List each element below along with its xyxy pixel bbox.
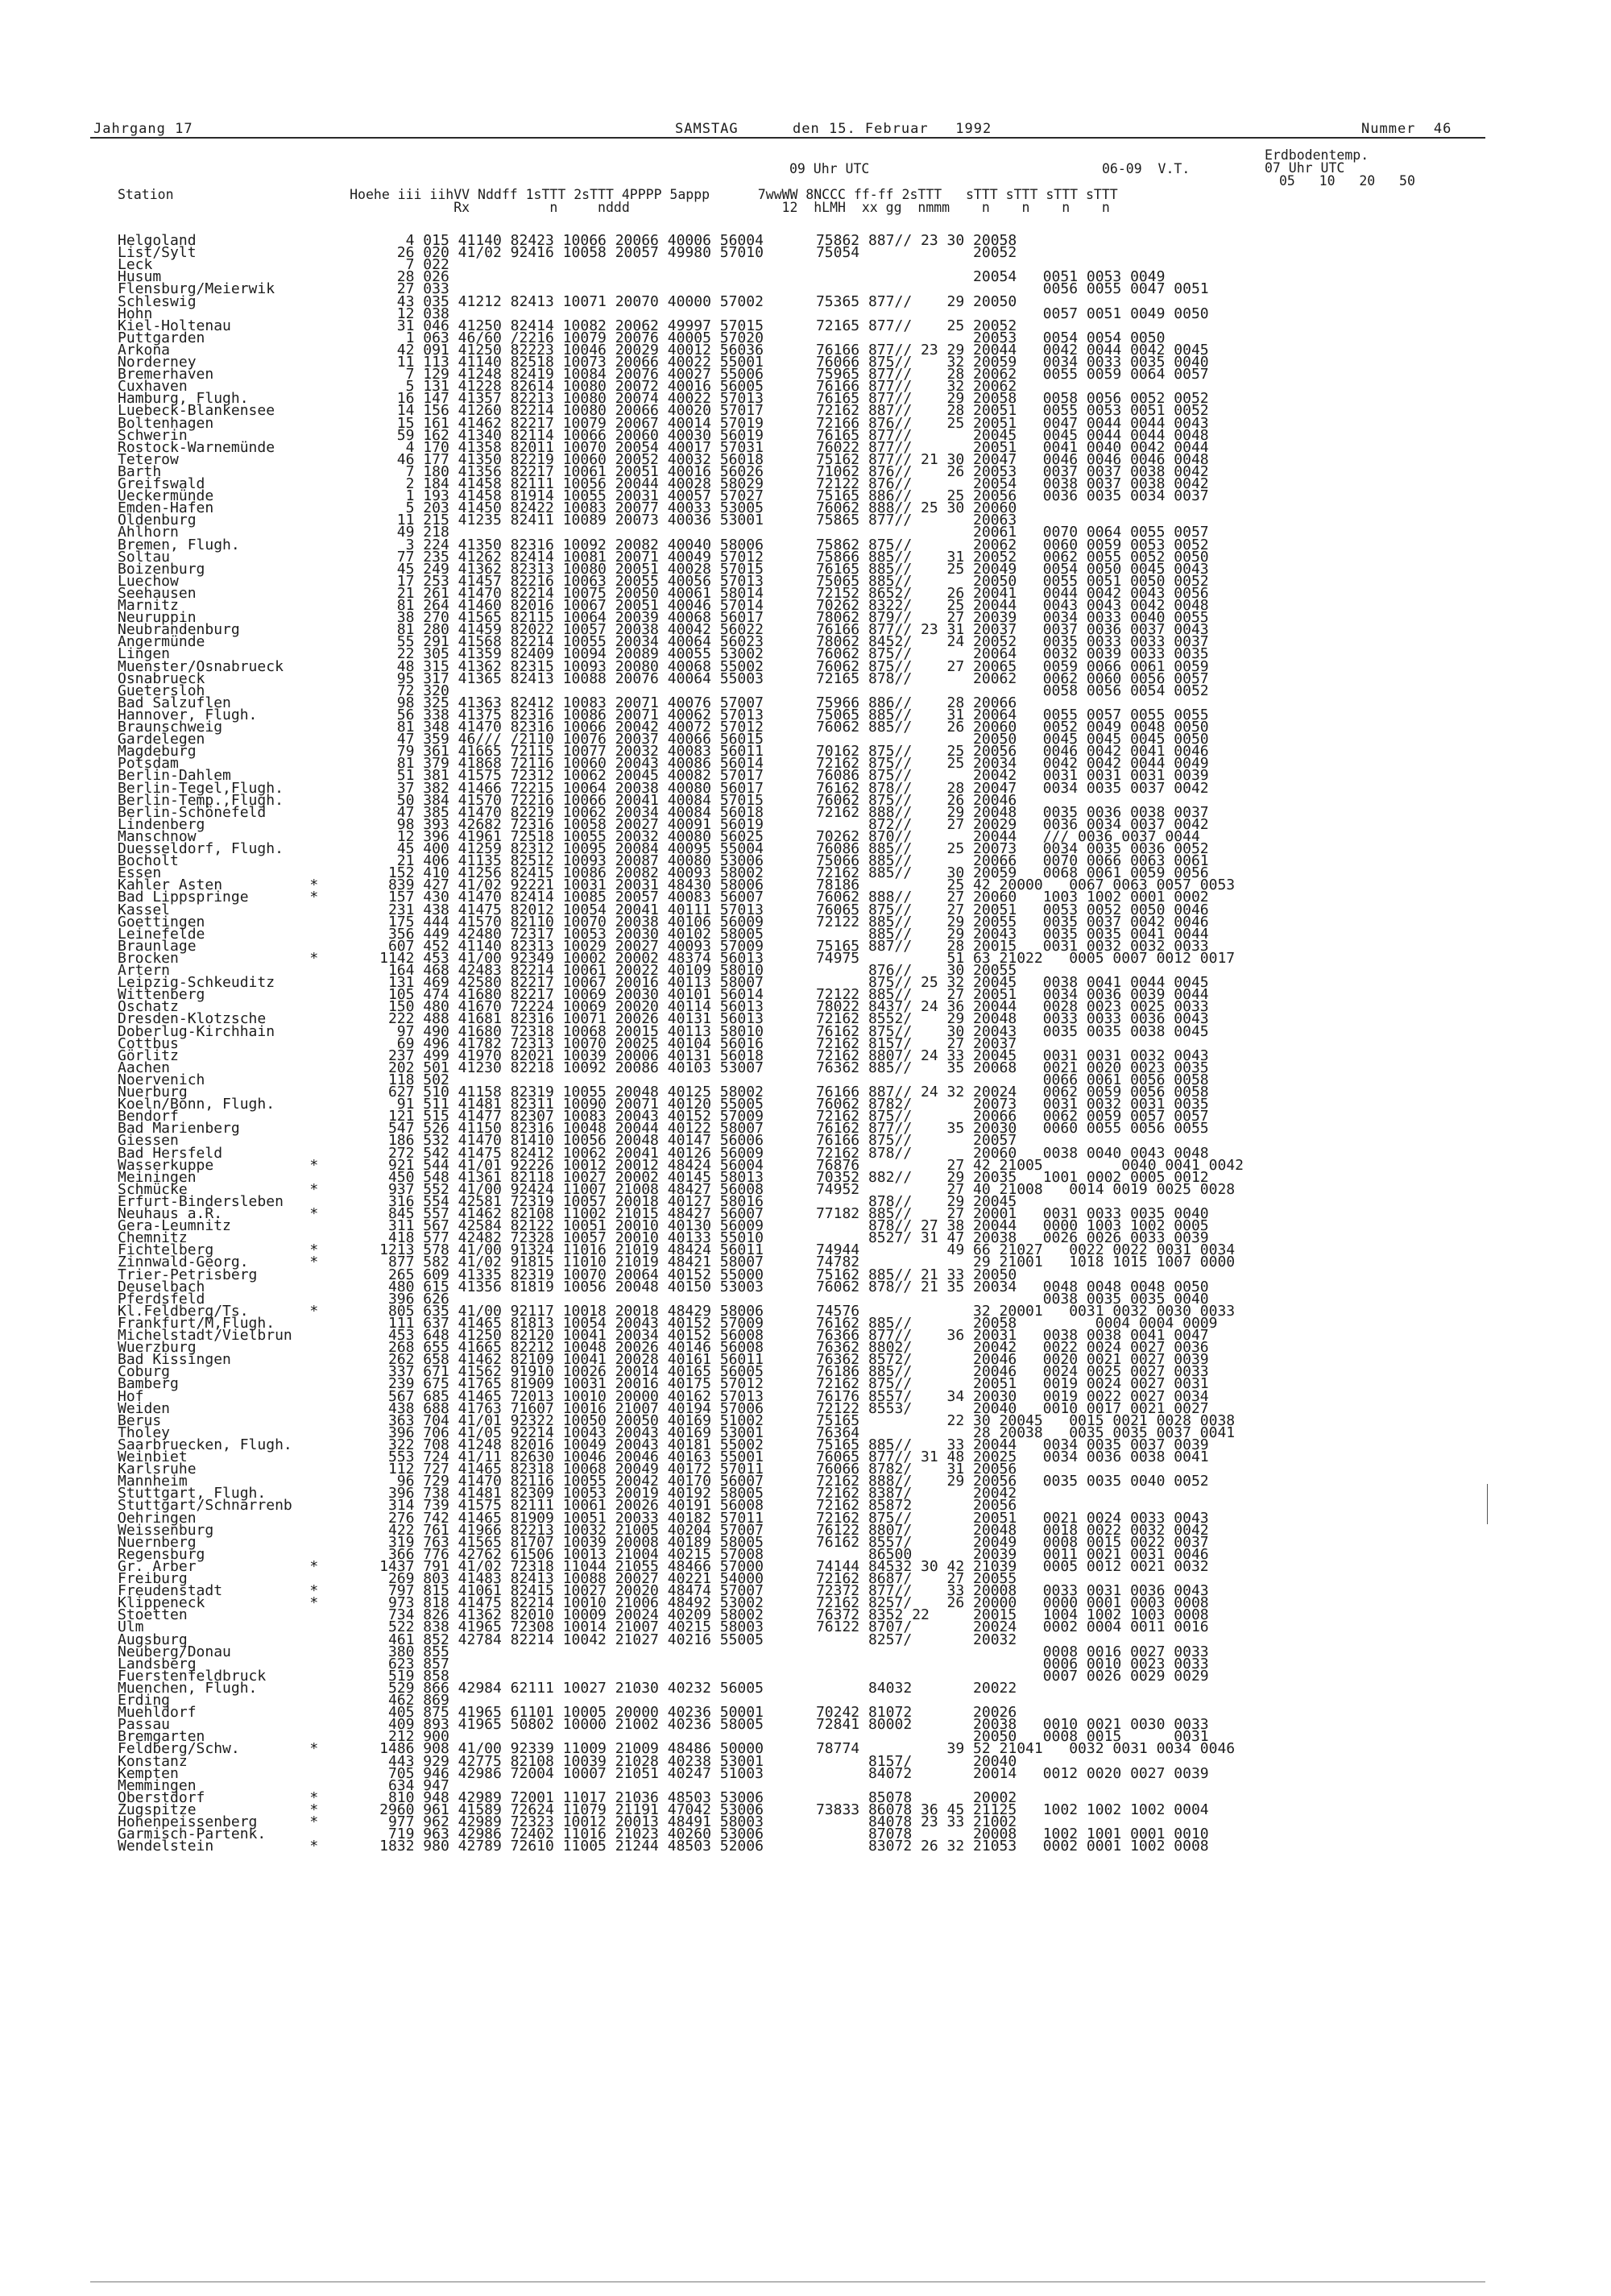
table-row: Neuruppin 38 270 41565 82115 10064 20039 40068 56017 78062 879// 27 20039 0034 0033 0040 0055 <box>118 609 1209 627</box>
table-row: Hohn 12 038 0057 0051 0049 0050 <box>118 305 1209 322</box>
table-row: Coburg 337 671 41562 91910 10026 20014 40165 56005 76186 885// 20046 0024 0025 0027 0033 <box>118 1363 1209 1381</box>
table-row: Oschatz 150 480 41670 72224 10069 20020 40114 56013 78022 8437/ 24 36 20044 0028 0023 0025 0033 <box>118 998 1209 1016</box>
table-row: Bremgarten 212 900 20050 0008 0015 0031 <box>118 1728 1209 1746</box>
table-row: Freudenstadt * 797 815 41061 82415 10027 20020 48474 57007 72372 877// 33 20008 0033 0031 0036 0043 <box>118 1582 1209 1600</box>
table-row: Nuerburg 627 510 41158 82319 10055 20048 40125 58002 76166 887// 24 32 20024 0062 0059 0056 0058 <box>118 1084 1209 1100</box>
table-row: Klippeneck * 973 818 41475 82214 10010 21006 48492 53002 72162 8257/ 26 20000 0000 0001 0003 0008 <box>118 1594 1209 1612</box>
table-row: Bad Lippspringe * 157 430 41470 82414 10085 20057 40083 56007 76062 888// 27 20060 1003 1002 0001 0002 <box>118 889 1209 906</box>
table-row: List/Sylt 26 020 41/02 92416 10058 20057 49980 57010 75054 20052 <box>118 244 1017 262</box>
table-row: Oehringen 276 742 41465 81909 10051 20033 40182 57011 72162 875// 20051 0021 0024 0033 0043 <box>118 1509 1209 1527</box>
table-row: Flensburg/Meierwik 27 033 0056 0055 0047 0051 <box>118 280 1209 298</box>
table-row: Potsdam 81 379 41868 72116 10060 20043 40086 56014 72162 875// 25 20034 0042 0042 0044 0049 <box>118 755 1209 773</box>
table-row: Koeln/Bonn, Flugh. 91 511 41481 82311 10090 20071 40120 55005 76062 8782/ 20073 0031 0032 0031 0035 <box>118 1096 1209 1113</box>
table-row: Essen 152 410 41256 82415 10086 20082 40093 58002 72162 885// 30 20059 0068 0061 0059 0056 <box>118 864 1209 882</box>
table-row: Guetersloh 72 320 0058 0056 0054 0052 <box>118 682 1209 699</box>
header-date: SAMSTAG den 15. Februar 1992 <box>675 121 992 137</box>
table-row: Oberstdorf * 810 948 42989 72001 11017 21036 48503 53006 85078 20002 <box>118 1788 1017 1806</box>
table-row: Bad Kissingen 262 658 41462 82109 10041 20028 40161 56011 76362 8572/ 20046 0020 0021 0027 0039 <box>118 1351 1209 1369</box>
table-row: Bendorf 121 515 41477 82307 10083 20043 40152 57009 72162 875// 20066 0062 0059 0057 0057 <box>118 1108 1209 1125</box>
table-row: Wasserkuppe * 921 544 41/01 92226 10012 20012 48424 56004 76876 27 42 21005 0040 0041 0042 <box>118 1156 1244 1174</box>
group-header-09utc: 09 Uhr UTC <box>789 161 870 176</box>
table-row: Bad Hersfeld 272 542 41475 82412 10062 20041 40126 56009 72162 878// 20060 0038 0040 0043 0048 <box>118 1144 1209 1162</box>
table-row: Seehausen 21 261 41470 82214 10075 20050 40061 58014 72152 8652/ 26 20041 0044 0042 0043 0056 <box>118 584 1209 602</box>
table-row: Lindenberg 98 393 42682 72316 10058 20027 40091 56019 872// 27 20029 0036 0034 0037 0042 <box>118 815 1209 833</box>
table-row: Schmücke * 937 552 41/00 92424 11007 21008 48427 56008 74952 27 40 21008 0014 0019 0025 0028 <box>118 1180 1236 1198</box>
table-row: Ueckermünde 1 193 41458 81914 10055 20031 40057 57027 75165 886// 25 20056 0036 0035 0034 0037 <box>118 487 1209 505</box>
table-row: Bremerhaven 7 129 41248 82419 10084 20076 40027 55006 75965 877// 28 20062 0055 0059 0064 0057 <box>118 366 1209 383</box>
table-row: Artern 164 468 42483 82214 10061 20022 40109 58010 876// 30 20055 <box>118 962 1017 979</box>
table-row: Puttgarden 1 063 46/60 /2216 10079 20076 40005 57020 20053 0054 0054 0050 <box>118 329 1166 346</box>
table-row: Karlsruhe 112 727 41465 82318 10068 20049 40172 57011 76066 8782/ 31 20056 <box>118 1461 1017 1478</box>
table-row: Cuxhaven 5 131 41228 82614 10080 20072 40016 56005 76166 877// 32 20062 <box>118 378 1017 396</box>
table-row: Marnitz 81 264 41460 82016 10067 20051 40046 57014 70262 8322/ 25 20044 0043 0043 0042 0048 <box>118 597 1209 614</box>
table-row: Stuttgart/Schnarrenb 314 739 41575 82111 10061 20026 40191 56008 72162 85872 20056 <box>118 1497 1017 1515</box>
table-row: Brocken * 1142 453 41/00 92349 10002 20002 48374 56013 74975 51 63 21022 0005 0007 0012 0017 <box>118 949 1236 967</box>
table-row: Neuberg/Donau 380 855 0008 0016 0027 0033 <box>118 1643 1209 1660</box>
table-row: Görlitz 237 499 41970 82021 10039 20006 40131 56018 72162 8807/ 24 33 20045 0031 0031 0032 0043 <box>118 1046 1209 1064</box>
table-row: Ahlhorn 49 218 20061 0070 0064 0055 0057 <box>118 524 1209 541</box>
table-row: Noervenich 118 502 0066 0061 0056 0058 <box>118 1071 1209 1088</box>
table-row: Braunlage 607 452 41140 82313 10029 20027 40093 57009 75165 887// 28 20015 0031 0032 0032 0033 <box>118 937 1209 955</box>
table-row: Rostock-Warnemünde 4 170 41358 82011 10070 20054 40017 57031 76022 877// 20051 0041 0040 0042 0044 <box>118 438 1209 456</box>
column-header-line1: Station Hoehe iii iihVV Nddff 1sTTT 2sTTT 4PPPP 5appp 7wwWW 8NCCC ff-ff 2sTTT sTTT sTTT sTTT sTTT <box>118 187 1118 202</box>
table-row: Neubrandenburg 81 280 41459 82022 10057 20038 40042 56022 76166 877// 23 31 20037 0037 0036 0037 0043 <box>118 621 1209 639</box>
table-row: Oldenburg 11 215 41235 82411 10089 20073 40036 53001 75865 877// 20063 <box>118 512 1017 529</box>
table-row: Berlin-Temp.,Flugh. 50 384 41570 72216 10066 20041 40084 57015 76062 875// 26 20046 <box>118 791 1017 809</box>
table-row: Berlin-Schönefeld 47 385 41470 82219 10062 20034 40084 56018 72162 888// 29 20048 0035 0036 0038 0037 <box>118 803 1209 821</box>
table-row: Wittenberg 105 474 41680 82217 10069 20030 40101 56014 72122 885// 27 20051 0034 0036 0039 0044 <box>118 986 1209 1004</box>
table-row: Norderney 11 113 41140 82518 10073 20066 40022 55001 76066 875// 32 20059 0034 0033 0035 0040 <box>118 354 1209 371</box>
table-row: Lingen 22 305 41359 82409 10094 20089 40055 53002 76062 875// 20064 0032 0039 0033 0035 <box>118 645 1209 663</box>
table-row: Tholey 396 706 41/05 92214 10043 20043 40169 53001 76364 28 20038 0035 0035 0037 0041 <box>118 1424 1236 1441</box>
table-row: Schleswig 43 035 41212 82413 10071 20070 40000 57002 75365 877// 29 20050 <box>118 292 1017 310</box>
table-row: Stuttgart, Flugh. 396 738 41481 82309 10053 20019 40192 58005 72162 8387/ 20042 <box>118 1485 1017 1502</box>
table-row: Gera-Leumnitz 311 567 42584 82122 10051 20010 40130 56009 878// 27 38 20044 0000 1003 1002 0005 <box>118 1217 1209 1235</box>
table-row: Cottbus 69 496 41782 72313 10070 20025 40104 56016 72162 8157/ 27 20037 <box>118 1034 1017 1052</box>
table-row: Greifswald 2 184 41458 82111 10056 20044 40028 58029 72122 876// 20054 0038 0037 0038 0042 <box>118 475 1209 492</box>
table-row: Bamberg 239 675 41765 81909 10031 20016 40175 57012 72162 875// 20051 0019 0024 0027 0031 <box>118 1375 1209 1393</box>
right-margin-mark <box>1487 1484 1488 1524</box>
table-row: Trier-Petrisberg 265 609 41335 82319 10070 20064 40152 55000 75162 885// 21 33 20050 <box>118 1266 1017 1283</box>
table-row: Leinefelde 356 449 42480 72317 10053 20030 40102 58005 885// 29 20043 0035 0035 0041 0044 <box>118 925 1209 943</box>
table-row: Hohenpeissenberg * 977 962 42989 72323 10012 20013 48491 58003 84078 23 33 21002 <box>118 1813 1017 1830</box>
table-row: Kl.Feldberg/Ts. * 805 635 41/00 92117 10018 20018 48429 58006 74576 32 20001 0031 0032 0030 0033 <box>118 1302 1236 1320</box>
table-row: Hof 567 685 41465 72013 10010 20000 40162 57013 76176 8557/ 34 20030 0019 0022 0027 0034 <box>118 1387 1209 1405</box>
table-row: Muehldorf 405 875 41965 61101 10005 20000 40236 50001 70242 81072 20026 <box>118 1704 1017 1722</box>
table-row: Zinnwald-Georg. * 877 582 41/02 91815 11010 21019 48421 58007 74782 29 21001 1018 1015 1007 0000 <box>118 1254 1236 1271</box>
table-row: Helgoland 4 015 41140 82423 10066 20066 40006 56004 75862 887// 23 30 20058 <box>118 232 1017 249</box>
soil-depths: 05 10 20 50 <box>1279 173 1415 189</box>
table-row: Teterow 46 177 41350 82219 10060 20052 40032 56018 75162 877// 21 30 20047 0046 0046 0046 0048 <box>118 450 1209 468</box>
table-row: Emden-Hafen 5 203 41450 82422 10083 20077 40033 53005 76062 888// 25 30 20060 <box>118 499 1017 517</box>
table-row: Nuernberg 319 763 41565 81707 10039 20008 40189 58005 76162 8557/ 20049 0008 0015 0022 0037 <box>118 1533 1209 1551</box>
table-row: Wuerzburg 268 655 41665 82212 10048 20026 40146 56008 76362 8802/ 20042 0022 0024 0027 0036 <box>118 1339 1209 1357</box>
table-row: Duesseldorf, Flugh. 45 400 41259 82312 10095 20084 40095 55004 76086 885// 25 20073 0034 0035 0036 0052 <box>118 840 1209 857</box>
table-row: Luebeck-Blankensee 14 156 41260 82214 10080 20066 40020 57017 72162 887// 28 20051 0055 0053 0051 0052 <box>118 402 1209 420</box>
table-row: Erfurt-Bindersleben 316 554 42581 72319 10057 20018 40127 58016 878// 29 20045 <box>118 1192 1017 1210</box>
table-row: Luechow 17 253 41457 82216 10063 20055 40056 57013 75065 885// 20050 0055 0051 0050 0052 <box>118 572 1209 590</box>
table-row: Gr. Arber * 1437 791 41/02 72318 11044 21055 48466 57000 74144 84532 30 42 21039 0005 0012 0021 0032 <box>118 1557 1209 1575</box>
table-row: Boizenburg 45 249 41362 82313 10080 20051 40028 57015 76165 885// 25 20049 0054 0050 0045 0043 <box>118 560 1209 578</box>
table-row: Regensburg 366 776 42762 61506 10013 21004 40215 57008 86500 20039 0011 0021 0031 0046 <box>118 1545 1209 1563</box>
table-row: Mannheim 96 729 41470 82116 10055 20042 40170 56007 72162 888// 29 20056 0035 0035 0040 0052 <box>118 1473 1209 1490</box>
header-issue-number: Nummer 46 <box>1361 121 1452 137</box>
table-row: Muenchen, Flugh. 529 866 42984 62111 10027 21030 40232 56005 84032 20022 <box>118 1679 1017 1697</box>
table-row: Weiden 438 688 41763 71607 10016 21007 40194 57006 72122 8553/ 20040 0010 0017 0021 0027 <box>118 1399 1209 1417</box>
table-row: Erding 462 869 <box>118 1692 449 1709</box>
table-row: Kahler Asten * 839 427 41/02 92221 10031 20031 48430 58006 78186 25 42 20000 0067 0063 0057 0053 <box>118 877 1236 894</box>
table-row: Gardelegen 47 359 46/// /2110 10076 20037 40066 56015 20050 0045 0045 0045 0050 <box>118 731 1209 748</box>
table-row: Pferdsfeld 396 626 0038 0035 0035 0040 <box>118 1290 1209 1308</box>
footer-rule <box>90 2281 1485 2282</box>
table-row: Chemnitz 418 577 42482 72328 10057 20010 40133 55010 8527/ 31 47 20038 0026 0026 0033 0039 <box>118 1229 1209 1247</box>
table-row: Osnabrueck 95 317 41365 82413 10088 20076 40064 55003 72165 878// 20062 0062 0060 0056 0057 <box>118 669 1209 687</box>
table-row: Arkona 42 091 41250 82223 10046 20029 40012 56036 76166 877// 23 29 20044 0042 0044 0042 0045 <box>118 341 1209 358</box>
table-row: Kiel-Holtenau 31 046 41250 82414 10082 20062 49997 57015 72165 877// 25 20052 <box>118 317 1017 334</box>
table-row: Hamburg, Flugh. 16 147 41357 82213 10080 20074 40022 57013 76165 877// 29 20058 0058 0056 0052 0052 <box>118 390 1209 408</box>
table-row: Garmisch-Partenk. 719 963 42986 72402 11016 21023 40260 53006 87078 20008 1002 1001 0001 0010 <box>118 1826 1209 1843</box>
table-row: Aachen 202 501 41230 82218 10092 20086 40103 53007 76362 885// 35 20068 0021 0020 0023 0035 <box>118 1059 1209 1076</box>
table-row: Barth 7 180 41356 82217 10061 20051 40016 56026 71062 876// 26 20053 0037 0037 0038 0042 <box>118 462 1209 480</box>
table-row: Ulm 522 838 41965 72308 10014 21007 40215 58003 76122 8707/ 20024 0002 0004 0011 0016 <box>118 1618 1209 1636</box>
table-row: Neuhaus a.R. * 845 557 41462 82108 11002 21015 48427 56007 77182 885// 27 20001 0031 0033 0035 0040 <box>118 1205 1209 1222</box>
table-row: Deuselbach 480 615 41356 81819 10056 20048 40150 53003 76062 878// 21 35 20034 0048 0048 0048 0050 <box>118 1278 1209 1295</box>
table-row: Stoetten 734 826 41362 82010 10009 20024 40209 58002 76372 8352 22 20015 1004 1002 1003 0008 <box>118 1606 1209 1624</box>
table-row: Berus 363 704 41/01 92322 10050 20050 40169 51002 75165 22 30 20045 0015 0021 0028 0038 <box>118 1411 1236 1429</box>
group-header-soil-time: 07 Uhr UTC <box>1265 160 1345 176</box>
table-row: Goettingen 175 444 41570 82110 10070 20038 40106 56009 72122 885// 29 20055 0035 0037 0042 0046 <box>118 913 1209 930</box>
table-row: Passau 409 893 41965 50802 10000 21002 40236 58005 72841 80002 20038 0010 0021 0030 0033 <box>118 1716 1209 1734</box>
table-row: Freiburg 269 803 41483 82413 10088 20027 40221 54000 72162 8687/ 27 20055 <box>118 1570 1017 1587</box>
table-row: Meiningen 450 548 41361 82118 10027 20002 40145 58013 70352 882// 29 20035 1001 0002 0005 0012 <box>118 1168 1209 1186</box>
table-row: Landsberg 623 857 0006 0010 0023 0033 <box>118 1655 1209 1672</box>
table-row: Memmingen 634 947 <box>118 1776 449 1794</box>
table-row: Boltenhagen 15 161 41462 82217 10079 20067 40014 57019 72166 876// 25 20051 0047 0044 0044 0043 <box>118 414 1209 432</box>
table-row: Feldberg/Schw. * 1486 908 41/00 92339 11009 21009 48486 50000 78774 39 52 21041 0032 0031 0034 0046 <box>118 1740 1236 1758</box>
table-row: Leipzig-Schkeuditz 131 469 42580 82217 10067 20016 40113 58007 875// 25 32 20045 0038 0041 0044 0045 <box>118 974 1209 992</box>
table-row: Giessen 186 532 41470 81410 10056 20048 40147 56006 76166 875// 20057 <box>118 1132 1017 1150</box>
header-volume: Jahrgang 17 <box>93 121 193 137</box>
table-row: Saarbruecken, Flugh. 322 708 41248 82016 10049 20043 40181 55002 75165 885// 33 20044 0034 0035 0037 0039 <box>118 1436 1209 1453</box>
table-row: Angermünde 55 291 41568 82214 10055 20034 40064 56023 78062 8452/ 24 20052 0035 0033 0033 0037 <box>118 633 1209 651</box>
table-row: Kassel 231 438 41475 82012 10054 20041 40111 57013 76065 875// 27 20051 0053 0052 0050 0046 <box>118 901 1209 918</box>
table-row: Magdeburg 79 361 41665 72115 10077 20032 40083 56011 70162 875// 25 20056 0046 0042 0041 0046 <box>118 743 1209 760</box>
header-rule <box>90 137 1485 139</box>
table-row: Soltau 77 235 41262 82414 10081 20071 40049 57012 75866 885// 31 20052 0062 0055 0052 0050 <box>118 548 1209 566</box>
table-row: Fichtelberg * 1213 578 41/00 91324 11016 21019 48424 56011 74944 49 66 21027 0022 0022 0031 0034 <box>118 1241 1236 1259</box>
table-row: Bocholt 21 406 41135 82512 10093 20087 40080 53006 75066 885// 20066 0070 0066 0063 0061 <box>118 852 1209 870</box>
table-row: Leck 7 022 <box>118 256 449 274</box>
table-row: Zugspitze * 2960 961 41589 72624 11079 21191 47042 53006 73833 86078 36 45 21125 1002 1002 1002 0004 <box>118 1801 1209 1818</box>
table-row: Braunschweig 81 348 41470 82316 10066 20042 40072 57012 76062 885// 26 20060 0052 0049 0048 0050 <box>118 719 1209 736</box>
table-row: Augsburg 461 852 42784 82214 10042 21027 40216 55005 8257/ 20032 <box>118 1631 1017 1648</box>
table-row: Doberlug-Kirchhain 97 490 41680 72318 10068 20015 40113 58010 76162 875// 30 20043 0035 0035 0038 0045 <box>118 1022 1209 1040</box>
table-row: Bad Marienberg 547 526 41150 82316 10048 20044 40122 58007 76162 877// 35 20030 0060 0055 0056 0055 <box>118 1120 1209 1138</box>
table-row: Frankfurt/M,Flugh. 111 637 41465 81813 10054 20043 40152 57009 76162 885// 20058 0004 0004 0009 <box>118 1314 1218 1332</box>
table-row: Hannover, Flugh. 56 338 41375 82316 10086 20071 40062 57013 75065 885// 31 20064 0055 0057 0055 0055 <box>118 706 1209 723</box>
table-row: Bremen, Flugh. 3 224 41350 82316 10092 20082 40040 58006 75862 875// 20062 0060 0059 0053 0052 <box>118 536 1209 553</box>
table-row: Muenster/Osnabrueck 48 315 41362 82315 10093 20080 40068 55002 76062 875// 27 20065 0059 0066 0061 0059 <box>118 657 1209 675</box>
table-row: Fuerstenfeldbruck 519 858 0007 0026 0029 0029 <box>118 1667 1209 1685</box>
table-row: Weinbiet 553 724 41/11 82630 10046 20046 40163 55001 76065 877// 31 48 20025 0034 0036 0038 0041 <box>118 1448 1209 1465</box>
table-row: Dresden-Klotzsche 222 488 41681 82316 10071 20026 40131 56013 72162 8552/ 29 20048 0033 0033 0036 0043 <box>118 1010 1209 1028</box>
table-row: Kempten 705 946 42986 72004 10007 21051 40247 51003 84072 20014 0012 0020 0027 0039 <box>118 1764 1209 1782</box>
table-row: Weissenburg 422 761 41966 82213 10032 21005 40204 57007 76122 8807/ 20048 0018 0022 0032 0042 <box>118 1521 1209 1539</box>
column-header-line2: Rx n nddd 12 hLMH xx gg nmmm n n n n <box>118 200 1110 215</box>
table-row: Konstanz 443 929 42775 82108 10039 21028 40238 53001 8157/ 20040 <box>118 1752 1017 1770</box>
table-row: Berlin-Dahlem 51 381 41575 72312 10062 20045 40082 57017 76086 875// 20042 0031 0031 0031 0039 <box>118 767 1209 785</box>
table-row: Bad Salzuflen 98 325 41363 82412 10083 20071 40076 57007 75966 886// 28 20066 <box>118 694 1017 711</box>
table-row: Wendelstein * 1832 980 42789 72610 11005 21244 48503 52006 83072 26 32 21053 0002 0001 1002 0008 <box>118 1838 1209 1855</box>
table-row: Berlin-Tegel,Flugh. 37 382 41466 72215 10064 20038 40080 56017 76162 878// 28 20047 0034 0035 0037 0042 <box>118 779 1209 797</box>
table-row: Michelstadt/Vielbrun 453 648 41250 82120 10041 20034 40152 56008 76366 877// 36 20031 0038 0038 0041 0047 <box>118 1327 1209 1344</box>
table-row: Schwerin 59 162 41340 82114 10066 20060 40030 56019 76165 877// 20045 0045 0044 0044 0048 <box>118 426 1209 444</box>
group-header-soil: Erdbodentemp. <box>1265 147 1369 163</box>
table-row: Manschnow 12 396 41961 72518 10055 20032 40080 56025 70262 870// 20044 /// 0036 0037 0044 <box>118 827 1200 845</box>
group-header-0609: 06-09 V.T. <box>1102 161 1191 176</box>
table-row: Husum 28 026 20054 0051 0053 0049 <box>118 268 1166 286</box>
